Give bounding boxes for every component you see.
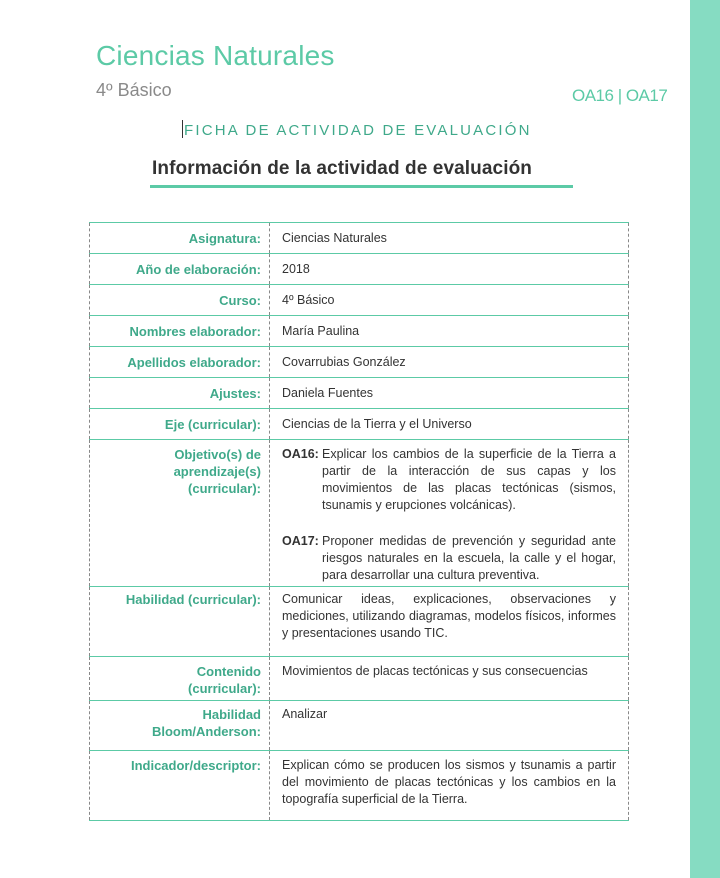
habilidad-value: Comunicar ideas, explicaciones, observaciones y mediciones, utilizando diagramas, modelos físicos, informes y presentaciones usando TIC. [270, 587, 629, 657]
anio-label: Año de elaboración: [90, 254, 270, 285]
bloom-label [90, 701, 270, 751]
ajustes-label: Ajustes: [90, 378, 270, 409]
oa16-text: Explicar los cambios de la superficie de la Tierra a partir de la interacción de sus capas y los movimientos de las placas tectónicas (sismos, tsunamis y erupciones volcánicas). [322, 447, 616, 512]
nombres-value: María Paulina [270, 316, 629, 347]
curso-label: Curso: [90, 285, 270, 316]
eje-value: Ciencias de la Tierra y el Universo [270, 409, 629, 440]
contenido-value: Movimientos de placas tectónicas y sus consecuencias [270, 657, 629, 701]
asignatura-label: Asignatura: [90, 223, 270, 254]
table-row-habilidad [90, 587, 629, 657]
contenido-label-line-2: (curricular): [188, 681, 261, 696]
table-row-apellidos [90, 347, 629, 378]
heading-underline [150, 185, 573, 188]
objetivos-label-line-1: Objetivo(s) de [174, 447, 261, 462]
table-row-nombres [90, 316, 629, 347]
info-table [89, 222, 629, 821]
table-row-anio [90, 254, 629, 285]
oa16-item [282, 446, 616, 514]
bloom-label-line-1: Habilidad [202, 707, 261, 722]
subject-title: Ciencias Naturales [96, 40, 335, 71]
table-row-indicador [90, 751, 629, 821]
objetivos-label-line-3: (curricular): [188, 481, 261, 496]
indicador-value: Explican cómo se producen los sismos y tsunamis a partir del movimiento de placas tectónicas y los cambios en la topografía superficial de la Tierra. [270, 751, 629, 821]
eje-label: Eje (curricular): [90, 409, 270, 440]
oa-spacer [282, 514, 616, 533]
anio-value: 2018 [270, 254, 629, 285]
indicador-label: Indicador/descriptor: [90, 751, 270, 821]
apellidos-value: Covarrubias González [270, 347, 629, 378]
table-row-curso [90, 285, 629, 316]
objetivos-label [90, 440, 270, 587]
table-row-ajustes [90, 378, 629, 409]
table-row-eje [90, 409, 629, 440]
table-row-contenido [90, 657, 629, 701]
objetivos-label-line-2: aprendizaje(s) [173, 464, 261, 479]
oa-codes: OA16 | OA17 [572, 86, 668, 105]
contenido-label-line-1: Contenido [196, 664, 261, 679]
objetivos-value [270, 440, 629, 587]
table-row-objetivos [90, 440, 629, 587]
table-row-bloom [90, 701, 629, 751]
asignatura-value: Ciencias Naturales [270, 223, 629, 254]
text-cursor [182, 120, 183, 138]
oa17-item [282, 533, 616, 584]
table-row-asignatura [90, 223, 629, 254]
apellidos-label: Apellidos elaborador: [90, 347, 270, 378]
oa16-code: OA16: [282, 447, 319, 461]
sheet-type-label[interactable]: FICHA DE ACTIVIDAD DE EVALUACIÓN [184, 122, 532, 139]
oa17-code: OA17: [282, 534, 319, 548]
contenido-label [90, 657, 270, 701]
nombres-label: Nombres elaborador: [90, 316, 270, 347]
grade-subtitle: 4º Básico [96, 80, 172, 100]
side-accent-bar [690, 0, 720, 878]
bloom-label-line-2: Bloom/Anderson: [151, 724, 261, 739]
ajustes-value: Daniela Fuentes [270, 378, 629, 409]
section-heading: Información de la actividad de evaluación [152, 158, 532, 179]
habilidad-label: Habilidad (curricular): [90, 587, 270, 657]
bloom-value: Analizar [270, 701, 629, 751]
oa17-text: Proponer medidas de prevención y seguridad ante riesgos naturales en la escuela, la calle y el hogar, para desarrollar una cultura preventiva. [322, 534, 616, 582]
curso-value: 4º Básico [270, 285, 629, 316]
